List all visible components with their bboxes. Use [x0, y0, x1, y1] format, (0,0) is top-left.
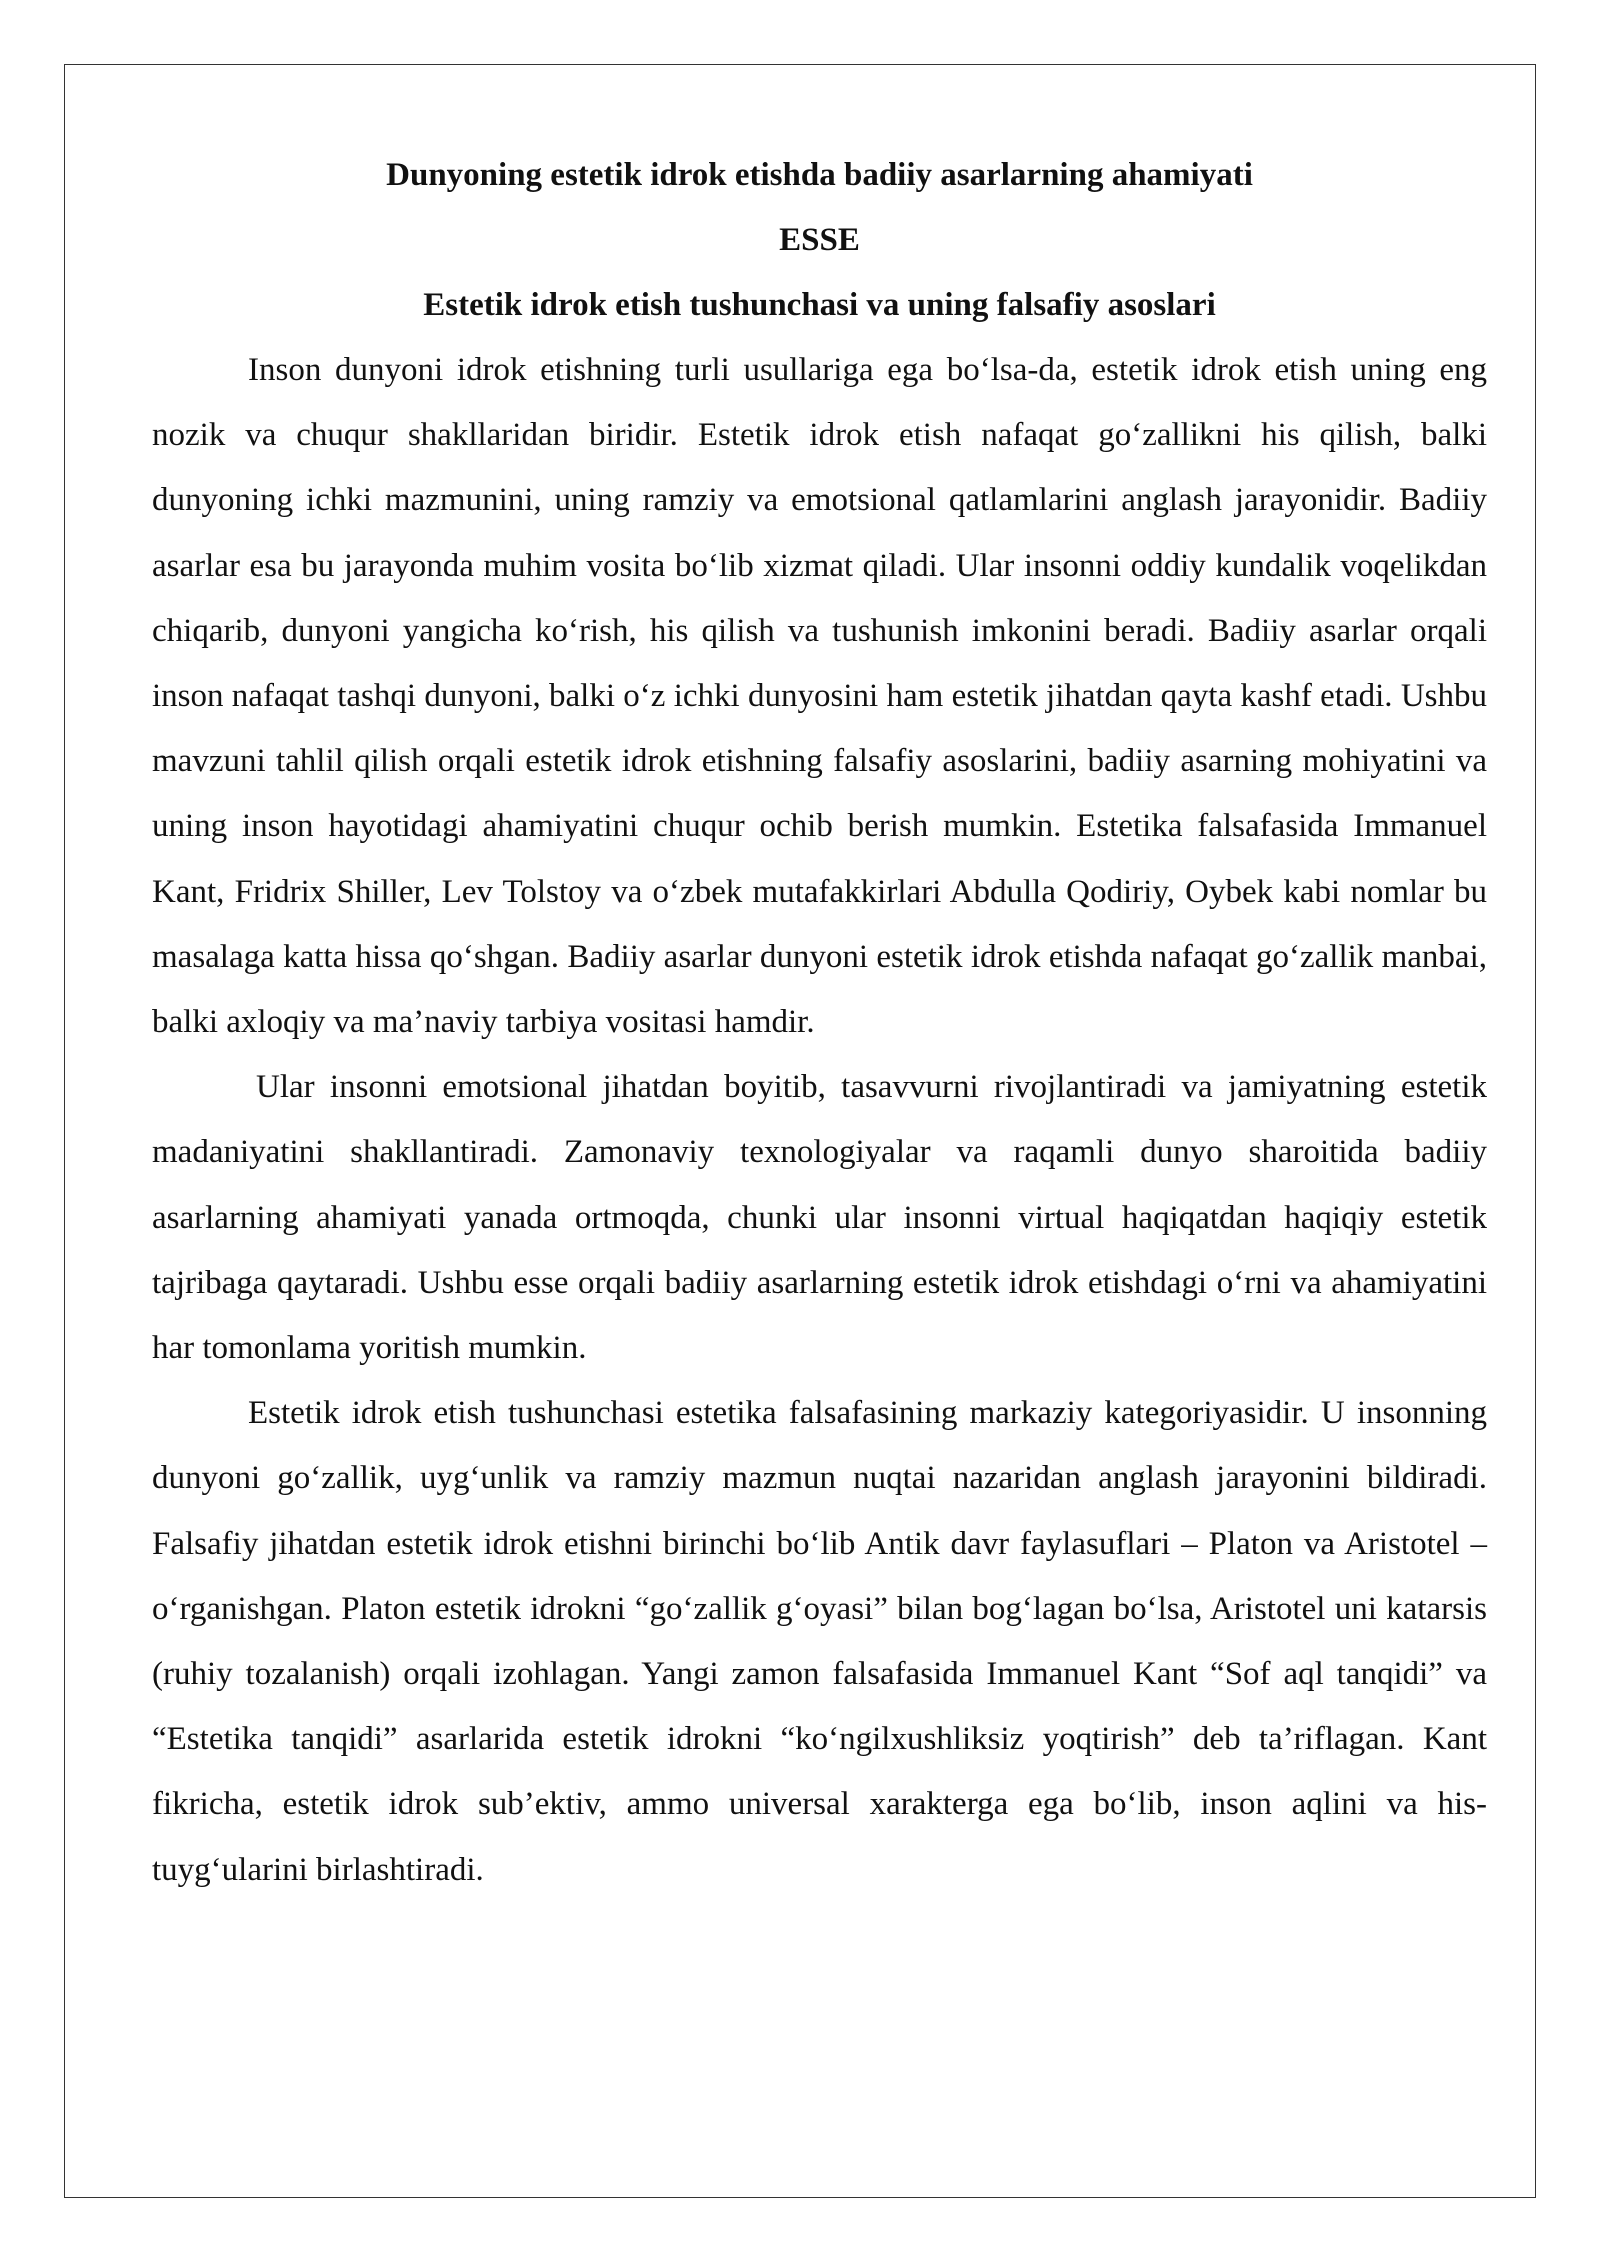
paragraph-1: Inson dunyoni idrok etishning turli usullariga ega bo‘lsa-da, estetik idrok etish uning eng nozik va chuqur shakllaridan biridir. Estetik idrok etish nafaqat go‘zallikni his qilish, balki dunyoning ichki mazmunini, uning ramziy va emotsional qatlamlarini anglash jarayonidir. Badiiy asarlar esa bu jarayonda muhim vosita bo‘lib xizmat qiladi. Ular insonni oddiy kundalik voqelikdan chiqarib, dunyoni yangicha ko‘rish, his qilish va tushunish imkonini beradi. Badiiy asarlar orqali inson nafaqat tashqi dunyoni, balki o‘z ichki dunyosini ham estetik jihatdan qayta kashf etadi. Ushbu mavzuni tahlil qilish orqali estetik idrok etishning falsafiy asoslarini, badiiy asarning mohiyatini va uning inson hayotidagi ahamiyatini chuqur ochib berish mumkin. Estetika falsafasida Immanuel Kant, Fridrix Shiller, Lev Tolstoy va o‘zbek mutafakkirlari Abdulla Qodiriy, Oybek kabi nomlar bu masalaga katta hissa qo‘shgan. Badiiy asarlar dunyoni estetik idrok etishda nafaqat go‘zallik manbai, balki axloqiy va ma’naviy tarbiya vositasi hamdir.: [152, 352, 1487, 1041]
document-genre: ESSE: [779, 222, 860, 258]
paragraph-2: Ular insonni emotsional jihatdan boyitib, tasavvurni rivojlantiradi va jamiyatning estetik madaniyatini shakllantiradi. Zamonaviy texnologiyalar va raqamli dunyo sharoitida badiiy asarlarning ahamiyati yanada ortmoqda, chunki ular insonni virtual haqiqatdan haqiqiy estetik tajribaga qaytaradi. Ushbu esse orqali badiiy asarlarning estetik idrok etishdagi o‘rni va ahamiyatini har tomonlama yoritish mumkin.: [152, 1069, 1487, 1367]
paragraph-3: Estetik idrok etish tushunchasi estetika falsafasining markaziy kategoriyasidir. U insonning dunyoni go‘zallik, uyg‘unlik va ramziy mazmun nuqtai nazaridan anglash jarayonini bildiradi. Falsafiy jihatdan estetik idrok etishni birinchi bo‘lib Antik davr faylasuflari – Platon va Aristotel – o‘rganishgan. Platon estetik idrokni “go‘zallik g‘oyasi” bilan bog‘lagan bo‘lsa, Aristotel uni katarsis (ruhiy tozalanish) orqali izohlagan. Yangi zamon falsafasida Immanuel Kant “Sof aql tanqidi” va “Estetika tanqidi” asarlarida estetik idrokni “ko‘ngilxushliksiz yoqtirish” deb ta’riflagan. Kant fikricha, estetik idrok sub’ektiv, ammo universal xarakterga ega bo‘lib, inson aqlini va his-tuyg‘ularini birlashtiradi.: [152, 1395, 1487, 1888]
section-title: Estetik idrok etish tushunchasi va uning falsafiy asoslari: [423, 287, 1216, 323]
document-body: [152, 143, 1487, 1903]
document-title: Dunyoning estetik idrok etishda badiiy asarlarning ahamiyati: [386, 157, 1253, 193]
